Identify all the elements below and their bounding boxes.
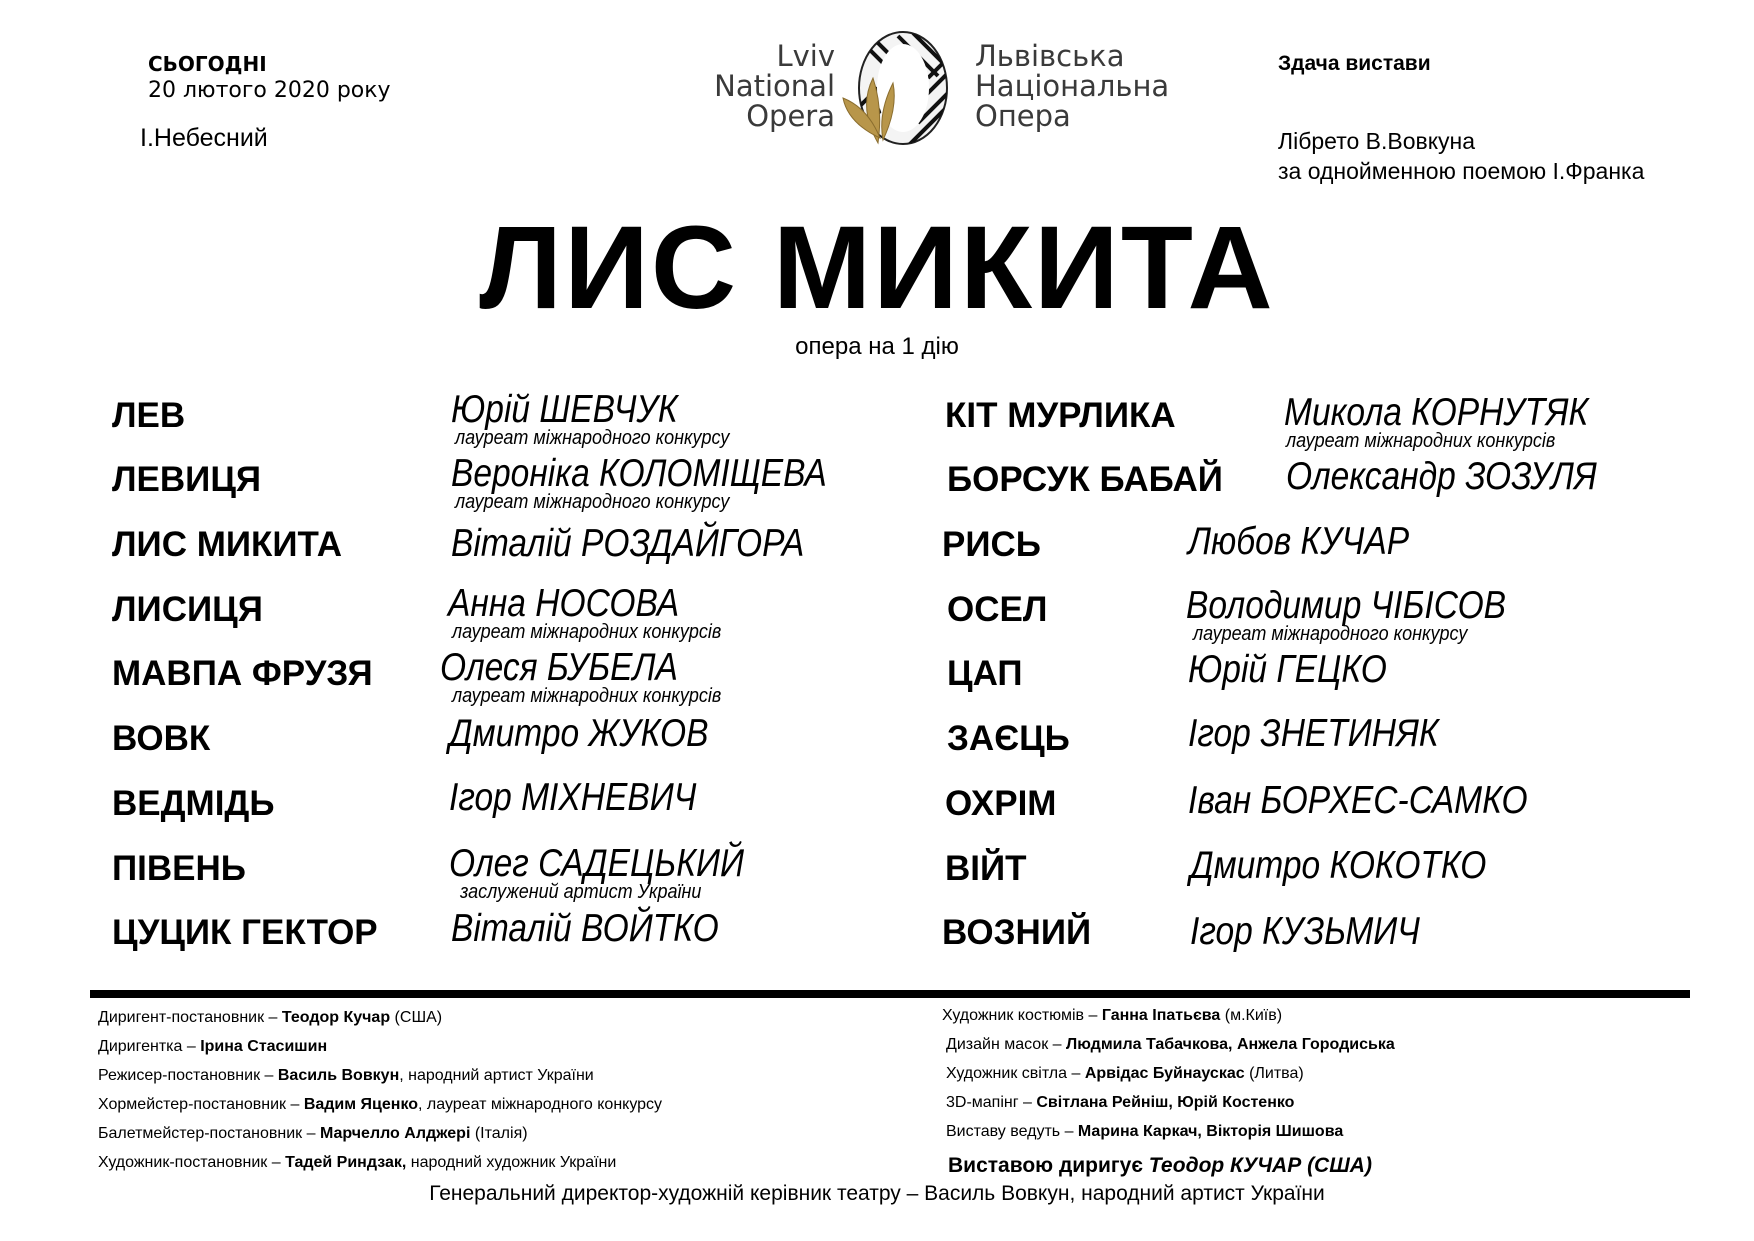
- credit-label: Режисер-постановник –: [98, 1067, 278, 1084]
- credit-line: [98, 1125, 528, 1143]
- credit-note: (Литва): [1244, 1065, 1304, 1082]
- cast-artist: Володимир ЧІБІСОВ: [1186, 584, 1507, 627]
- credit-line: [98, 1154, 616, 1172]
- logo-text-ukrainian: [975, 41, 1169, 131]
- credit-note: (США): [390, 1009, 443, 1026]
- cast-role: ЦАП: [947, 654, 1023, 693]
- cast-role: ОСЕЛ: [947, 590, 1048, 629]
- logo-ua-line-2: Національна: [975, 69, 1170, 103]
- performance-date: 20 лютого 2020 року: [148, 78, 391, 103]
- cast-artist: Любов КУЧАР: [1188, 520, 1410, 563]
- cast-artist: Микола КОРНУТЯК: [1284, 391, 1589, 434]
- credit-name: Ірина Стасишин: [200, 1038, 328, 1055]
- conductor-label: Виставою диригує: [948, 1154, 1149, 1177]
- cast-role: ЛИСИЦЯ: [112, 590, 263, 629]
- credit-label: Художник-постановник –: [98, 1154, 286, 1171]
- cast-honor: лауреат міжнародного конкурсу: [455, 491, 730, 513]
- logo-en-line-1: Lviv: [776, 39, 835, 73]
- credit-label: Диригент-постановник –: [98, 1009, 282, 1026]
- cast-honor: лауреат міжнародного конкурсу: [1193, 623, 1468, 645]
- credit-name: Людмила Табачкова, Анжела Городиська: [1066, 1036, 1395, 1053]
- credit-name: Арвідас Буйнаускас: [1084, 1065, 1245, 1082]
- credit-label: 3D-мапінг –: [946, 1094, 1037, 1111]
- credit-name: Тадей Риндзак,: [285, 1154, 407, 1171]
- credit-line: [98, 1009, 442, 1027]
- cast-honor: лауреат міжнародних конкурсів: [452, 621, 722, 643]
- credit-name: Ганна Іпатьєва: [1101, 1007, 1221, 1024]
- cast-role: РИСЬ: [942, 525, 1041, 564]
- cast-role: ЛИС МИКИТА: [112, 525, 342, 564]
- cast-artist: Ігор ЗНЕТИНЯК: [1188, 712, 1439, 755]
- credit-line: [98, 1096, 662, 1114]
- cast-artist: Ігор МІХНЕВИЧ: [449, 776, 697, 819]
- credit-label: Дизайн масок –: [946, 1036, 1066, 1053]
- logo-text-english: [705, 41, 835, 131]
- cast-role: ВЕДМІДЬ: [112, 784, 275, 823]
- logo-en-line-3: Opera: [746, 99, 835, 133]
- libretto-line-2: за однойменною поемою І.Франка: [1278, 158, 1645, 184]
- credit-note: , лауреат міжнародного конкурсу: [418, 1096, 663, 1113]
- divider: [90, 990, 1690, 998]
- credit-line: [946, 1065, 1304, 1083]
- credit-line: [946, 1094, 1294, 1112]
- cast-role: ПІВЕНЬ: [112, 849, 246, 888]
- cast-artist: Олександр ЗОЗУЛЯ: [1286, 455, 1597, 498]
- logo-ua-line-1: Львівська: [975, 39, 1125, 73]
- cast-artist: Віталій ВОЙТКО: [451, 907, 719, 950]
- credit-line: [98, 1038, 327, 1056]
- credit-line: [946, 1036, 1395, 1054]
- opera-logo-icon: [838, 28, 968, 148]
- libretto-line-1: Лібрето В.Вовкуна: [1278, 128, 1476, 154]
- credit-label: Хормейстер-постановник –: [98, 1096, 304, 1113]
- credit-label: Балетмейстер-постановник –: [98, 1125, 320, 1142]
- logo-ua-line-3: Опера: [975, 99, 1071, 133]
- cast-artist: Дмитро КОКОТКО: [1190, 844, 1487, 887]
- credit-line: [98, 1067, 594, 1085]
- credit-label: Художник костюмів –: [942, 1007, 1102, 1024]
- cast-role: МАВПА ФРУЗЯ: [112, 654, 373, 693]
- credit-line: [946, 1123, 1343, 1141]
- general-director-line: Генеральний директор-художній керівник театру – Василь Вовкун, народний артист України: [429, 1182, 1325, 1205]
- cast-artist: Олеся БУБЕЛА: [440, 646, 678, 689]
- rehearsal-heading: Здача вистави: [1278, 52, 1431, 75]
- cast-role: ЦУЦИК ГЕКТОР: [112, 913, 378, 952]
- cast-honor: лауреат міжнародних конкурсів: [452, 685, 722, 707]
- credit-name: Світлана Рейніш, Юрій Костенко: [1036, 1094, 1295, 1111]
- cast-artist: Юрій ГЕЦКО: [1188, 648, 1387, 691]
- conductor-line: [948, 1154, 1372, 1178]
- credit-name: Василь Вовкун: [277, 1067, 400, 1084]
- cast-role: ЗАЄЦЬ: [947, 719, 1070, 758]
- cast-honor: заслужений артист України: [460, 881, 702, 903]
- cast-honor: лауреат міжнародних конкурсів: [1286, 430, 1556, 452]
- cast-artist: Ігор КУЗЬМИЧ: [1190, 910, 1420, 953]
- cast-artist: Юрій ШЕВЧУК: [451, 388, 678, 431]
- credit-name: Марина Каркач, Вікторія Шишова: [1077, 1123, 1344, 1140]
- cast-role: ВІЙТ: [945, 849, 1027, 888]
- credit-label: Художник світла –: [946, 1065, 1085, 1082]
- cast-role: БОРСУК БАБАЙ: [947, 460, 1223, 499]
- cast-artist: Дмитро ЖУКОВ: [449, 712, 709, 755]
- cast-role: КІТ МУРЛИКА: [945, 396, 1176, 435]
- page-subtitle: опера на 1 дію: [795, 333, 959, 360]
- cast-artist: Олег САДЕЦЬКИЙ: [449, 842, 744, 885]
- cast-artist: Анна НОСОВА: [448, 582, 680, 625]
- responsible-person: І.Небесний: [140, 124, 268, 152]
- cast-role: ВОЗНИЙ: [942, 913, 1092, 952]
- cast-role: ОХРІМ: [945, 784, 1057, 823]
- credit-line: [942, 1007, 1282, 1025]
- cast-role: ЛЕВИЦЯ: [112, 460, 262, 499]
- conductor-name: Теодор КУЧАР (США): [1148, 1154, 1372, 1177]
- credit-note: , народний артист України: [399, 1067, 594, 1084]
- credit-name: Марчелло Алджері: [319, 1125, 471, 1142]
- cast-artist: Вероніка КОЛОМІЩЕВА: [451, 452, 827, 495]
- credit-name: Теодор Кучар: [281, 1009, 391, 1026]
- cast-role: ЛЕВ: [112, 396, 186, 435]
- today-heading: СЬОГОДНІ: [148, 52, 267, 76]
- credit-note: народний художник України: [406, 1154, 617, 1171]
- cast-honor: лауреат міжнародного конкурсу: [455, 427, 730, 449]
- credit-label: Диригентка –: [98, 1038, 201, 1055]
- cast-artist: Віталій РОЗДАЙГОРА: [451, 522, 805, 565]
- page-title: ЛИС МИКИТА: [479, 202, 1275, 334]
- credit-name: Вадим Яценко: [303, 1096, 419, 1113]
- credit-label: Виставу ведуть –: [946, 1123, 1078, 1140]
- credit-note: (м.Київ): [1220, 1007, 1283, 1024]
- credit-note: (Італія): [470, 1125, 528, 1142]
- cast-artist: Іван БОРХЕС-САМКО: [1188, 779, 1528, 822]
- logo-en-line-2: National: [714, 69, 835, 103]
- cast-role: ВОВК: [112, 719, 211, 758]
